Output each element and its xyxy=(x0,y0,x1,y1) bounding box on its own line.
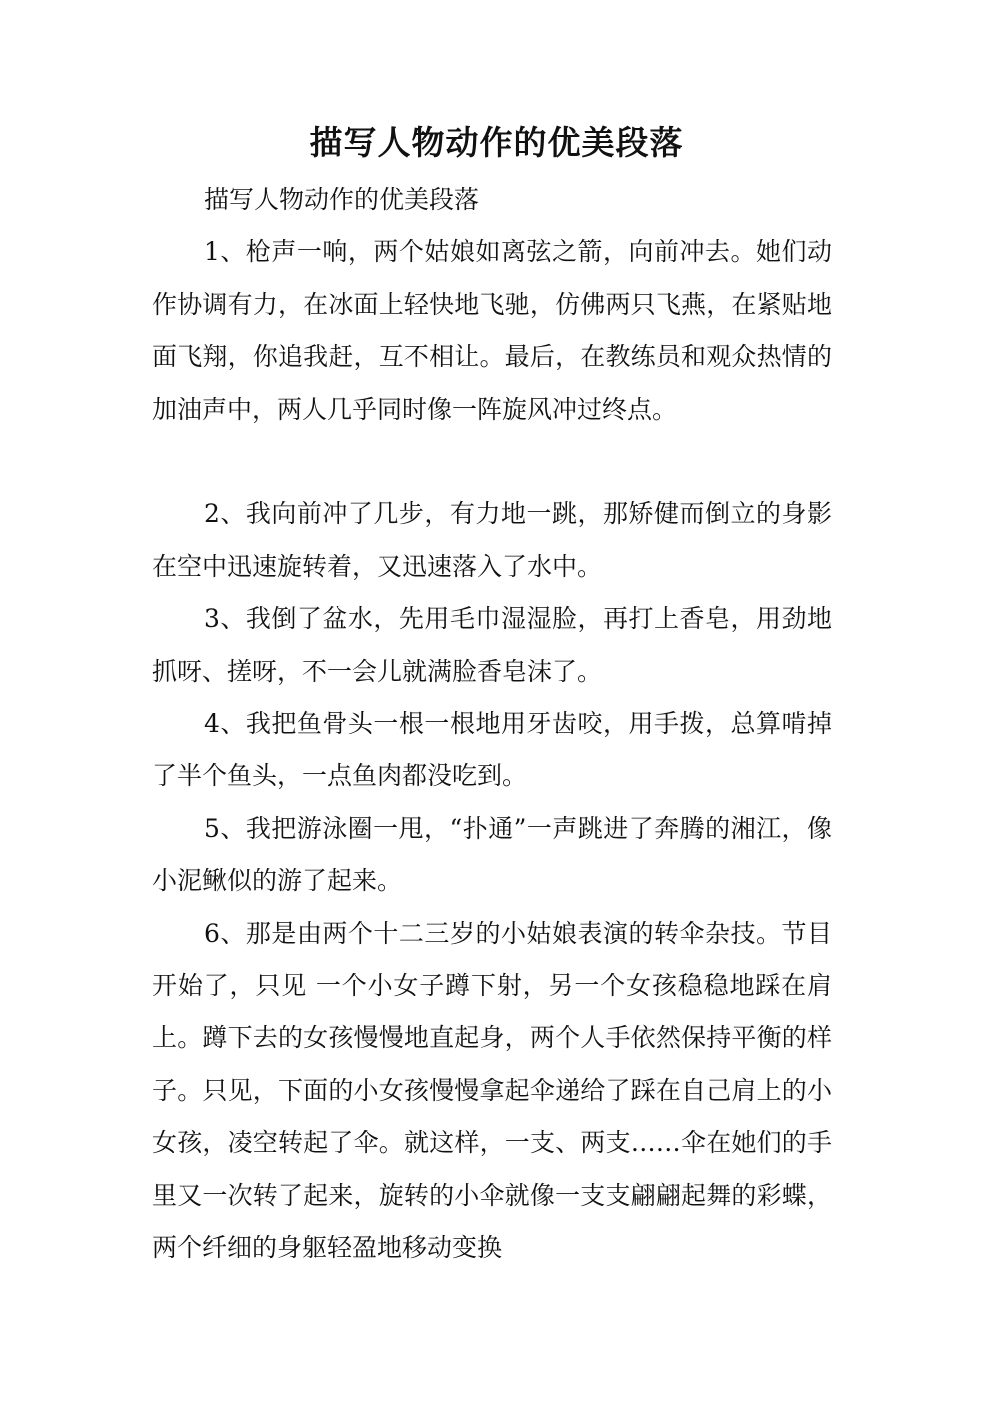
paragraph-1: 1、枪声一响，两个姑娘如离弦之箭，向前冲去。她们动作协调有力，在冰面上轻快地飞驰，仿佛两只飞燕，在紧贴地面飞翔，你追我赶，互不相让。最后，在教练员和观众热情的加油声中，两人几乎同时像一阵旋风冲过终点。 xyxy=(152,237,832,424)
paragraph-2: 2、我向前冲了几步，有力地一跳，那矫健而倒立的身影在空中迅速旋转着，又迅速落入了水中。 xyxy=(152,499,832,581)
document-title: 描写人物动作的优美段落 xyxy=(309,123,684,162)
paragraph-spacer xyxy=(152,436,832,488)
paragraph-6: 6、那是由两个十二三岁的小姑娘表演的转伞杂技。节目开始了，只见 一个小女子蹲下射，另一个女孩稳稳地踩在肩上。蹲下去的女孩慢慢地直起身，两个人手依然保持平衡的样子。只见，下面的小女孩慢慢拿起伞递给了踩在自己肩上的小女孩，凌空转起了伞。就这样，一支、两支……伞在她们的手里又一次转了起来，旋转的小伞就像一支支翩翩起舞的彩蝶，两个纤细的身躯轻盈地移动变换 xyxy=(152,918,832,1263)
document-subtitle: 描写人物动作的优美段落 xyxy=(204,185,480,214)
document-body xyxy=(152,174,832,1275)
paragraph-5: 5、我把游泳圈一甩，“扑通”一声跳进了奔腾的湘江，像小泥鳅似的游了起来。 xyxy=(152,813,832,896)
paragraph-3: 3、我倒了盆水，先用毛巾湿湿脸，再打上香皂，用劲地抓呀、搓呀，不一会儿就满脸香皂沫了。 xyxy=(152,604,832,686)
paragraph-4: 4、我把鱼骨头一根一根地用牙齿咬，用手拨，总算啃掉了半个鱼头，一点鱼肉都没吃到。 xyxy=(152,709,832,791)
